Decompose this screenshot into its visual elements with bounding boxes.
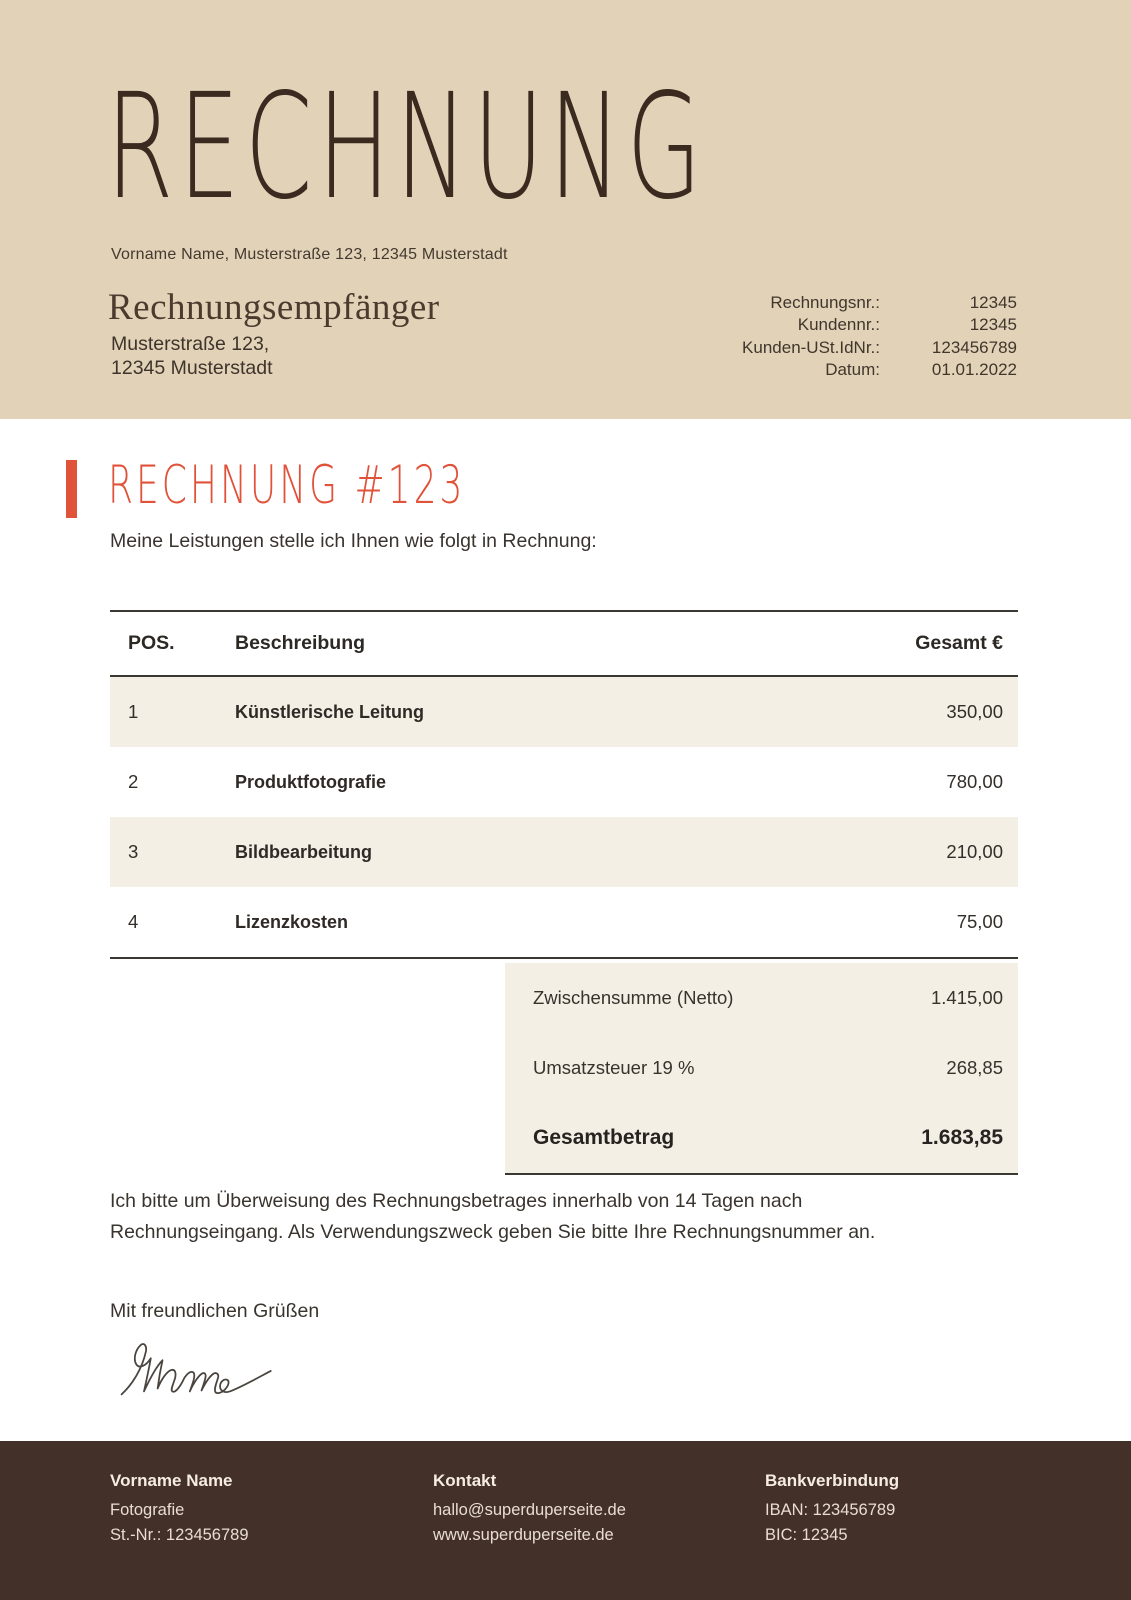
footer-column-contact xyxy=(433,1468,626,1549)
summary-row-grand-total xyxy=(505,1103,1018,1173)
footer-website: www.superduperseite.de xyxy=(433,1526,614,1544)
table-row xyxy=(110,677,1018,747)
column-header-description: Beschreibung xyxy=(235,632,366,654)
footer-iban: IBAN: 123456789 xyxy=(765,1500,896,1519)
cell-total: 210,00 xyxy=(946,841,1003,862)
meta-row-date xyxy=(707,359,1017,381)
meta-row-vat-id xyxy=(707,337,1017,359)
footer-heading: Kontakt xyxy=(433,1471,497,1490)
cell-description: Produktfotografie xyxy=(235,771,386,792)
footer-heading: Vorname Name xyxy=(110,1471,233,1490)
sender-address-line: Vorname Name, Musterstraße 123, 12345 Musterstadt xyxy=(111,246,508,263)
meta-value: 01.01.2022 xyxy=(931,360,1017,380)
signature-image xyxy=(116,1330,288,1408)
meta-label: Kunden-USt.IdNr.: xyxy=(742,337,880,357)
meta-label: Rechnungsnr.: xyxy=(770,293,880,312)
cell-pos: 3 xyxy=(128,841,139,862)
header-band xyxy=(0,0,1131,419)
cell-total: 350,00 xyxy=(946,701,1003,722)
meta-label: Kundennr.: xyxy=(797,315,880,335)
footer-heading: Bankverbindung xyxy=(765,1471,900,1490)
footer-line: St.-Nr.: 123456789 xyxy=(110,1526,249,1544)
meta-row-invoice-number xyxy=(707,292,1017,314)
summary-box xyxy=(505,963,1018,1175)
footer-bic: BIC: 12345 xyxy=(765,1526,848,1544)
recipient-street: Musterstraße 123, xyxy=(111,333,270,355)
payment-note: Ich bitte um Überweisung des Rechnungsbetrages innerhalb von 14 Tagen nach Rechnungseingang. Als Verwendungszweck geben Sie bitte Ihre Rechnungsnummer an. xyxy=(110,1190,876,1243)
footer-line: Fotografie xyxy=(110,1500,185,1519)
cell-description: Lizenzkosten xyxy=(235,911,349,932)
table-row xyxy=(110,817,1018,887)
cell-description: Künstlerische Leitung xyxy=(235,701,425,722)
intro-line: Meine Leistungen stelle ich Ihnen wie folgt in Rechnung: xyxy=(110,530,597,552)
summary-label: Umsatzsteuer 19 % xyxy=(533,1057,695,1078)
table-header-row xyxy=(110,612,1018,677)
table-row xyxy=(110,887,1018,957)
meta-value: 12345 xyxy=(969,315,1017,335)
summary-value: 1.683,85 xyxy=(921,1126,1003,1149)
recipient-heading: Rechnungsempfänger xyxy=(108,287,440,328)
footer xyxy=(0,1441,1131,1600)
page-title: RECHNUNG xyxy=(106,62,707,232)
closing-line: Mit freundlichen Grüßen xyxy=(110,1300,320,1322)
meta-value: 123456789 xyxy=(931,337,1017,357)
cell-total: 780,00 xyxy=(946,771,1003,792)
recipient-city: 12345 Musterstadt xyxy=(111,356,273,379)
footer-column-bank xyxy=(765,1468,899,1549)
meta-value: 12345 xyxy=(969,293,1017,312)
column-header-total: Gesamt € xyxy=(915,632,1003,654)
cell-description: Bildbearbeitung xyxy=(235,841,373,862)
summary-label: Zwischensumme (Netto) xyxy=(533,987,734,1008)
invoice-heading: RECHNUNG #123 xyxy=(108,456,466,517)
cell-pos: 1 xyxy=(128,701,139,722)
summary-row-subtotal xyxy=(505,963,1018,1033)
recipient-address xyxy=(111,333,273,380)
meta-label: Datum: xyxy=(825,360,880,380)
footer-column-sender xyxy=(110,1468,249,1549)
footer-email: hallo@superduperseite.de xyxy=(433,1500,626,1519)
table-row xyxy=(110,747,1018,817)
column-header-pos: POS. xyxy=(128,632,175,654)
cell-pos: 2 xyxy=(128,771,139,792)
items-table xyxy=(110,610,1018,959)
meta-row-customer-number xyxy=(707,314,1017,336)
cell-total: 75,00 xyxy=(956,911,1003,932)
summary-value: 1.415,00 xyxy=(930,987,1003,1008)
cell-pos: 4 xyxy=(128,911,139,932)
accent-bar xyxy=(66,460,77,518)
summary-value: 268,85 xyxy=(946,1057,1003,1078)
summary-label: Gesamtbetrag xyxy=(533,1126,675,1149)
summary-row-vat xyxy=(505,1033,1018,1103)
invoice-meta xyxy=(707,292,1017,382)
